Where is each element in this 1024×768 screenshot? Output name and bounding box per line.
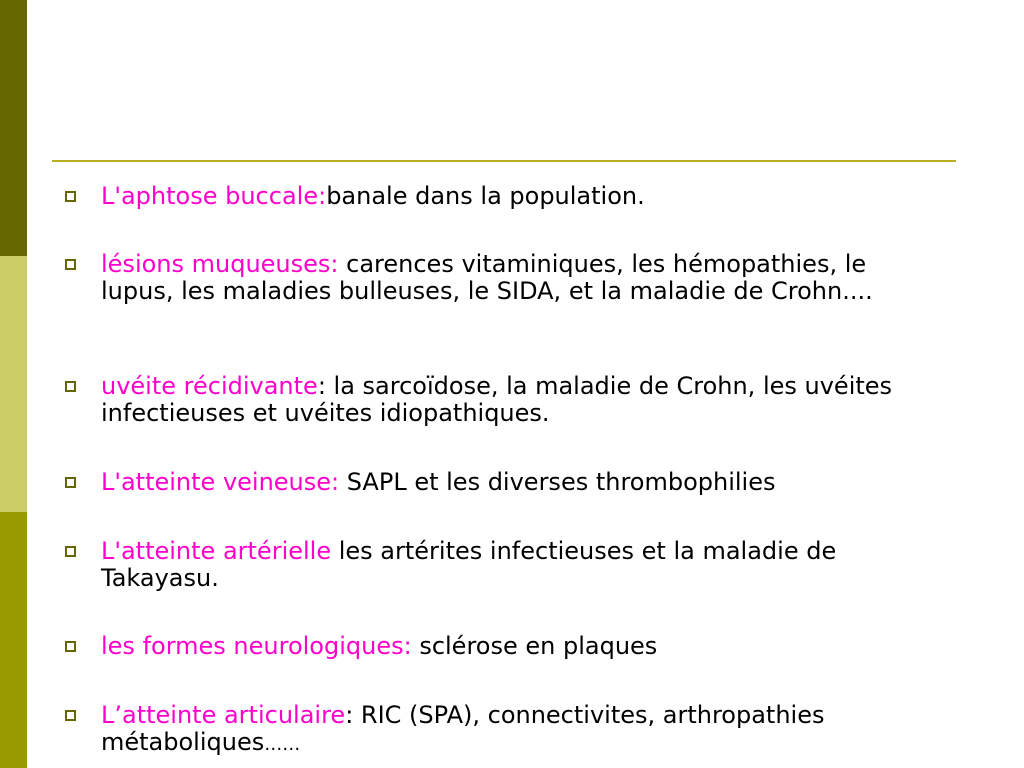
- bullet-item: [101, 702, 941, 758]
- bullet-item: [101, 251, 941, 305]
- bullet-text: SAPL et les diverses thrombophilies: [339, 468, 776, 496]
- bullet-item: [101, 538, 941, 592]
- bullet-term: lésions muqueuses:: [101, 250, 339, 278]
- bullet-term: uvéite récidivante: [101, 372, 318, 400]
- bullet-item: [101, 633, 941, 660]
- bullet-term: les formes neurologiques:: [101, 632, 412, 660]
- square-bullet-icon: [65, 191, 76, 202]
- bullet-text: carences vitaminiques, les hémopathies, le lupus, les maladies bulleuses, le SIDA, et la maladie de Crohn....: [101, 250, 873, 305]
- bullet-item: [101, 469, 941, 496]
- bullet-term: L'atteinte artérielle: [101, 537, 332, 565]
- side-bar-top: [0, 0, 27, 256]
- bullet-text: : RIC (SPA), connectivites, arthropathies métaboliques: [101, 701, 825, 756]
- square-bullet-icon: [65, 710, 76, 721]
- bullet-text: banale dans la population.: [326, 182, 645, 210]
- bullet-item: [101, 373, 941, 427]
- bullet-ellipsis: ……: [264, 734, 301, 755]
- bullet-item: [101, 183, 941, 210]
- side-bar-bottom: [0, 512, 27, 768]
- square-bullet-icon: [65, 259, 76, 270]
- side-bar-middle: [0, 256, 27, 512]
- square-bullet-icon: [65, 477, 76, 488]
- square-bullet-icon: [65, 546, 76, 557]
- bullet-term: L'atteinte veineuse:: [101, 468, 340, 496]
- bullet-term: L’atteinte articulaire: [101, 701, 346, 729]
- bullet-text: sclérose en plaques: [411, 632, 658, 660]
- square-bullet-icon: [65, 641, 76, 652]
- square-bullet-icon: [65, 381, 76, 392]
- bullet-term: L'aphtose buccale:: [101, 182, 327, 210]
- bullet-text: les artérites infectieuses et la maladie de Takayasu.: [101, 537, 837, 592]
- bullet-text: : la sarcoïdose, la maladie de Crohn, les uvéites infectieuses et uvéites idiopathiques.: [101, 372, 893, 427]
- title-rule: [52, 160, 956, 162]
